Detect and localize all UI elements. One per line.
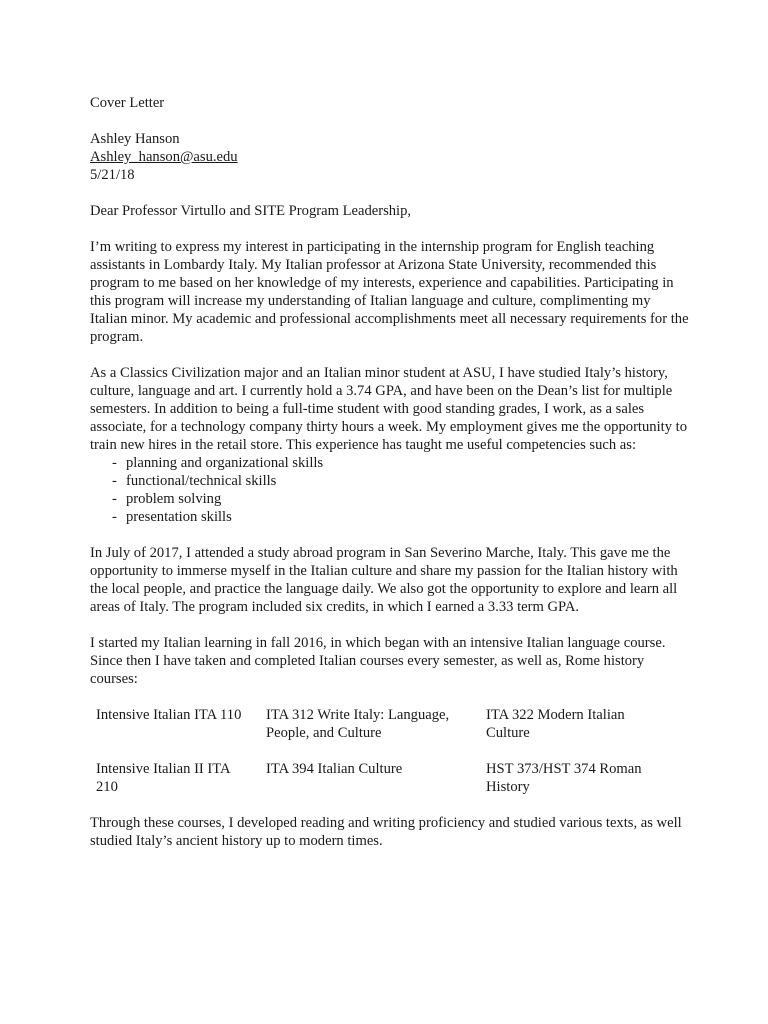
table-row <box>90 760 672 796</box>
table-row <box>90 706 672 742</box>
table-cell: ITA 394 Italian Culture <box>266 761 403 777</box>
table-cell: Intensive Italian II ITA 210 <box>96 761 230 795</box>
paragraph-interest: I’m writing to express my interest in participating in the internship program for English teaching assistants in Lombardy Italy. My Italian professor at Arizona State University, recommended this program to me based on her knowledge of my interests, experience and capabilities. Participating in this program will increase my understanding of Italian language and culture, complimenting my Italian minor. My academic and professional accomplishments meet all necessary requirements for the program. <box>90 239 689 345</box>
sender-block <box>90 130 690 184</box>
list-item: - problem solving <box>112 491 222 507</box>
letter-body <box>90 94 690 850</box>
salutation: Dear Professor Virtullo and SITE Program Leadership, <box>90 203 412 219</box>
table-cell: ITA 312 Write Italy: Language, People, and Culture <box>266 707 450 741</box>
paragraph-conclusion: Through these courses, I developed reading and writing proficiency and studied various texts, as well studied Italy’s ancient history up to modern times. <box>90 815 682 849</box>
list-item: - presentation skills <box>112 509 232 525</box>
letter-date: 5/21/18 <box>90 167 135 183</box>
table-cell: Intensive Italian ITA 110 <box>96 707 242 723</box>
sender-email-link[interactable]: Ashley_hanson@asu.edu <box>90 149 238 165</box>
courses-table <box>90 706 672 796</box>
letter-heading: Cover Letter <box>90 95 165 111</box>
paragraph-academics: As a Classics Civilization major and an Italian minor student at ASU, I have studied Italy’s history, culture, language and art. I currently hold a 3.74 GPA, and have been on the Dean’s list for multiple semesters. In addition to being a full-time student with good standing grades, I work, as a sales associate, for a technology company thirty hours a week. My employment gives me the opportunity to train new hires in the retail store. This experience has taught me useful competencies such as: <box>90 365 687 453</box>
paragraph-courses-intro: I started my Italian learning in fall 2016, in which began with an intensive Italian language course. Since then I have taken and completed Italian courses every semester, as well as, Rome history courses: <box>90 635 666 687</box>
sender-name: Ashley Hanson <box>90 131 180 147</box>
list-item: - functional/technical skills <box>112 473 277 489</box>
table-cell: HST 373/HST 374 Roman History <box>486 761 642 795</box>
paragraph-study-abroad: In July of 2017, I attended a study abroad program in San Severino Marche, Italy. This gave me the opportunity to immerse myself in the Italian culture and share my passion for the Italian history with the local people, and practice the language daily. We also got the opportunity to explore and learn all areas of Italy. The program included six credits, in which I earned a 3.33 term GPA. <box>90 545 678 615</box>
competencies-list <box>90 454 690 526</box>
table-cell: ITA 322 Modern Italian Culture <box>486 707 625 741</box>
list-item: - planning and organizational skills <box>112 455 324 471</box>
